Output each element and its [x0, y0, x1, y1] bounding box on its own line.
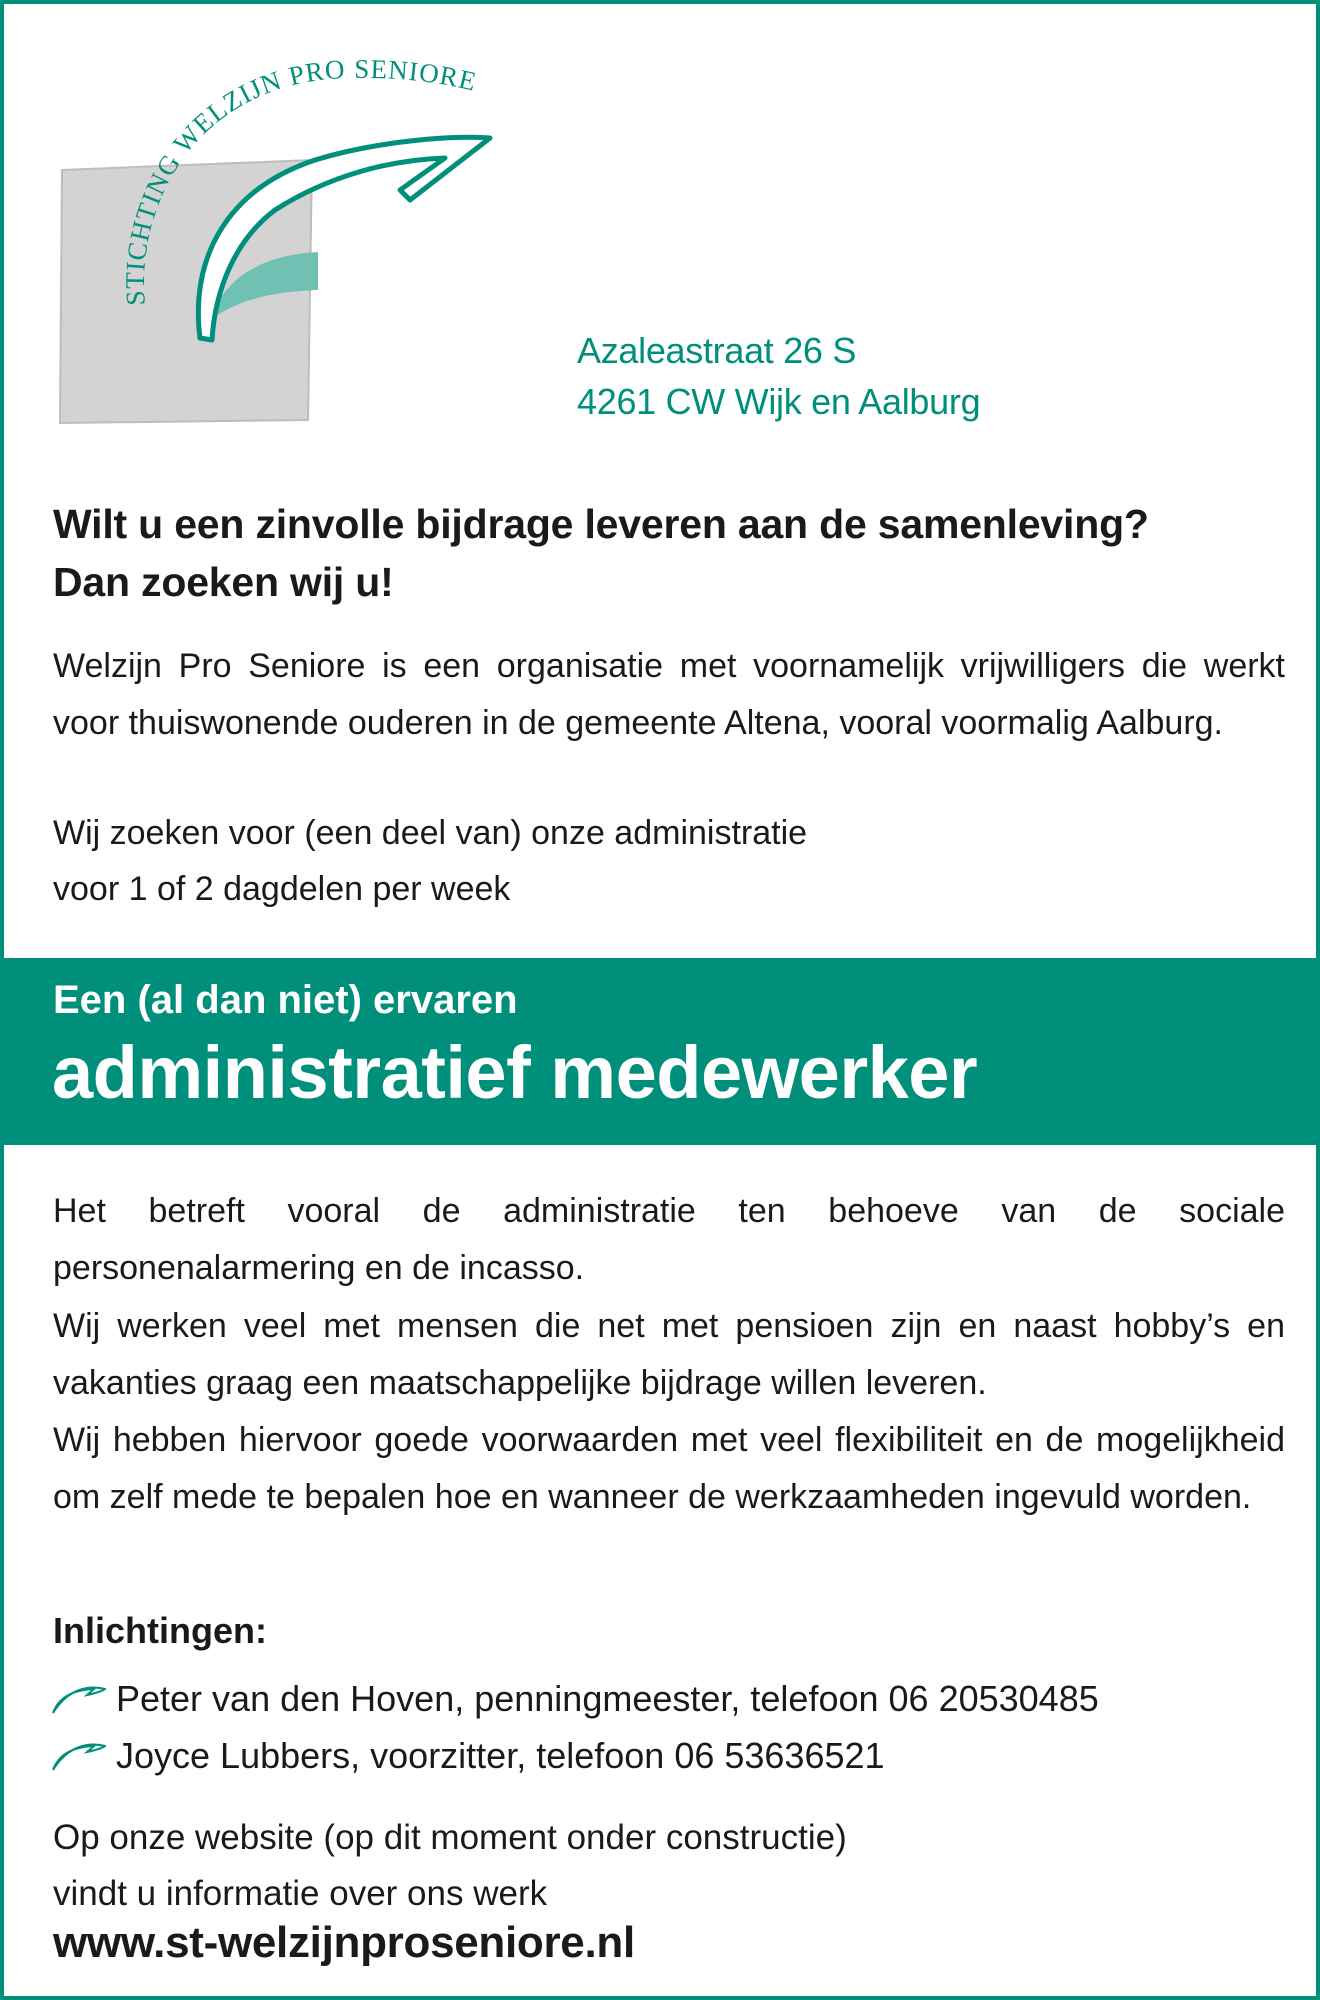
address-city: 4261 CW Wijk en Aalburg: [577, 381, 981, 422]
job-title-banner: [4, 958, 1316, 1145]
address-street: Azaleastraat 26 S: [577, 330, 857, 371]
banner-title: administratief medewerker: [52, 1031, 978, 1114]
search-line-2: voor 1 of 2 dagdelen per week: [53, 870, 511, 908]
logo-arc-text: STICHTING WELZIJN PRO SENIORE: [119, 53, 480, 307]
contact-item: [50, 1728, 885, 1784]
headline-line-1: Wilt u een zinvolle bijdrage leveren aan de samenleving?: [53, 501, 1149, 547]
job-description: [53, 1183, 1285, 1527]
website-info: [53, 1810, 847, 1922]
swoosh-icon: [50, 1738, 106, 1774]
headline: [53, 495, 1149, 611]
website-line-2: vindt u informatie over ons werk: [53, 1874, 548, 1913]
swoosh-icon: [50, 1681, 106, 1717]
description-paragraph-3: Wij hebben hiervoor goede voorwaarden met veel flexibiliteit en de mogelijkheid om zelf mede te bepalen hoe en wanneer de werkzaamheden ingevuld worden.: [53, 1421, 1285, 1517]
search-line-1: Wij zoeken voor (een deel van) onze administratie: [53, 814, 808, 852]
website-url[interactable]: www.st-welzijnproseniore.nl: [53, 1918, 635, 1967]
contact-text: Joyce Lubbers, voorzitter, telefoon 06 53636521: [116, 1735, 885, 1776]
contact-text: Peter van den Hoven, penningmeester, telefoon 06 20530485: [116, 1678, 1099, 1719]
description-paragraph-2: Wij werken veel met mensen die net met pensioen zijn en naast hobby’s en vakanties graag een maatschappelijke bijdrage willen leveren.: [53, 1306, 1285, 1402]
headline-line-2: Dan zoeken wij u!: [53, 559, 394, 605]
banner-subtitle: Een (al dan niet) ervaren: [53, 978, 518, 1022]
contact-item: [50, 1671, 1099, 1727]
search-text: [53, 805, 807, 917]
info-heading: Inlichtingen:: [53, 1610, 267, 1651]
intro-paragraph: Welzijn Pro Seniore is een organisatie met voornamelijk vrijwilligers die werkt voor thuiswonende ouderen in de gemeente Altena, vooral voormalig Aalburg.: [53, 647, 1285, 742]
logo: [50, 40, 560, 430]
address: [577, 325, 980, 427]
description-paragraph-1: Het betreft vooral de administratie ten behoeve van de sociale personenalarmering en de incasso.: [53, 1192, 1285, 1288]
website-line-1: Op onze website (op dit moment onder constructie): [53, 1818, 847, 1857]
